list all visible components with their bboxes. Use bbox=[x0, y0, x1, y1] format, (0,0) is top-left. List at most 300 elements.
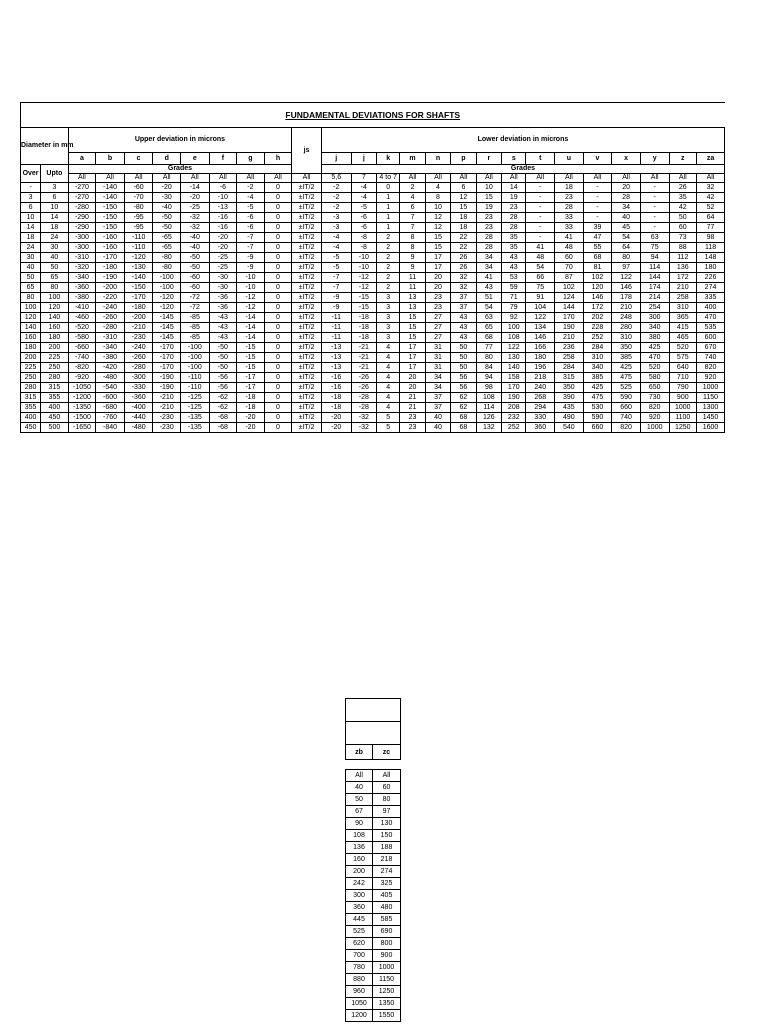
table-cell: 1 bbox=[377, 213, 400, 223]
table-cell: -14 bbox=[237, 333, 265, 343]
side-row bbox=[346, 1010, 401, 1022]
table-cell: 0 bbox=[377, 183, 400, 193]
table-cell: 66 bbox=[526, 273, 555, 283]
lower-letter: j bbox=[351, 153, 376, 165]
side-cell: 690 bbox=[373, 926, 401, 938]
table-cell: 146 bbox=[612, 283, 641, 293]
lower-letter: v bbox=[583, 153, 612, 165]
side-cell: 67 bbox=[346, 806, 373, 818]
table-cell: 284 bbox=[555, 363, 584, 373]
table-cell: -36 bbox=[209, 303, 237, 313]
table-cell: 820 bbox=[612, 423, 641, 433]
table-cell: -16 bbox=[321, 373, 351, 383]
lower-deviation-header: Lower deviation in microns bbox=[321, 128, 724, 153]
table-cell: -85 bbox=[180, 333, 209, 343]
table-cell: 108 bbox=[502, 333, 526, 343]
side-cell: 200 bbox=[346, 866, 373, 878]
table-cell: 50 bbox=[669, 213, 697, 223]
table-cell: ±IT/2 bbox=[292, 403, 322, 413]
table-cell: 3 bbox=[377, 313, 400, 323]
table-cell: 140 bbox=[21, 323, 41, 333]
table-cell: 4 bbox=[377, 403, 400, 413]
table-cell: -13 bbox=[321, 363, 351, 373]
table-cell: -9 bbox=[237, 263, 265, 273]
table-cell: 170 bbox=[502, 383, 526, 393]
table-cell: -20 bbox=[180, 193, 209, 203]
table-cell: -9 bbox=[237, 253, 265, 263]
table-cell: 88 bbox=[669, 243, 697, 253]
lower-grade: 7 bbox=[351, 174, 376, 183]
lower-letter: t bbox=[526, 153, 555, 165]
table-cell: 1000 bbox=[697, 383, 725, 393]
table-cell: -230 bbox=[124, 333, 153, 343]
table-cell: 27 bbox=[425, 323, 450, 333]
table-cell: -5 bbox=[321, 253, 351, 263]
table-cell: 53 bbox=[502, 273, 526, 283]
lower-letter: z bbox=[669, 153, 697, 165]
table-cell: ±IT/2 bbox=[292, 213, 322, 223]
table-row bbox=[21, 373, 725, 383]
table-cell: -7 bbox=[321, 273, 351, 283]
side-row bbox=[346, 830, 401, 842]
table-cell: 34 bbox=[476, 253, 501, 263]
lower-grade: All bbox=[425, 174, 450, 183]
table-cell: 315 bbox=[21, 393, 41, 403]
side-grade: All bbox=[346, 770, 373, 782]
table-cell: 535 bbox=[697, 323, 725, 333]
table-cell: -68 bbox=[209, 413, 237, 423]
table-cell: 34 bbox=[476, 263, 501, 273]
table-cell: 48 bbox=[526, 253, 555, 263]
table-cell: 2 bbox=[377, 253, 400, 263]
table-cell: 41 bbox=[526, 243, 555, 253]
table-cell: 2 bbox=[400, 183, 425, 193]
table-cell: 540 bbox=[555, 423, 584, 433]
table-cell: ±IT/2 bbox=[292, 293, 322, 303]
upper-letter: b bbox=[96, 153, 125, 165]
upper-letter: d bbox=[153, 153, 181, 165]
table-cell: 0 bbox=[264, 253, 292, 263]
table-cell: 43 bbox=[451, 323, 476, 333]
table-cell: 1300 bbox=[697, 403, 725, 413]
table-cell: 214 bbox=[640, 293, 669, 303]
table-cell: 190 bbox=[555, 323, 584, 333]
table-cell: -40 bbox=[153, 203, 181, 213]
table-cell: 144 bbox=[640, 273, 669, 283]
table-cell: -10 bbox=[237, 283, 265, 293]
table-cell: 7 bbox=[400, 223, 425, 233]
table-cell: 120 bbox=[41, 303, 69, 313]
table-cell: 160 bbox=[41, 323, 69, 333]
table-cell: 258 bbox=[555, 353, 584, 363]
table-cell: -1500 bbox=[68, 413, 96, 423]
table-cell: 0 bbox=[264, 423, 292, 433]
table-cell: 790 bbox=[669, 383, 697, 393]
table-cell: 80 bbox=[476, 353, 501, 363]
table-cell: 0 bbox=[264, 273, 292, 283]
table-cell: 62 bbox=[451, 393, 476, 403]
lower-letter: j bbox=[321, 153, 351, 165]
table-cell: ±IT/2 bbox=[292, 313, 322, 323]
upper-grade: All bbox=[264, 174, 292, 183]
table-cell: -25 bbox=[209, 253, 237, 263]
table-cell: 97 bbox=[612, 263, 641, 273]
table-cell: 13 bbox=[400, 303, 425, 313]
table-cell: 19 bbox=[476, 203, 501, 213]
table-cell: 40 bbox=[425, 413, 450, 423]
table-cell: -43 bbox=[209, 323, 237, 333]
table-cell: -125 bbox=[180, 403, 209, 413]
table-cell: -920 bbox=[68, 373, 96, 383]
side-row bbox=[346, 926, 401, 938]
table-cell: 20 bbox=[400, 373, 425, 383]
table-cell: 87 bbox=[555, 273, 584, 283]
table-cell: 0 bbox=[264, 383, 292, 393]
table-cell: 450 bbox=[41, 413, 69, 423]
side-cell: 218 bbox=[373, 854, 401, 866]
table-cell: -18 bbox=[351, 333, 376, 343]
table-cell: -340 bbox=[68, 273, 96, 283]
table-cell: 232 bbox=[502, 413, 526, 423]
table-cell: ±IT/2 bbox=[292, 373, 322, 383]
table-cell: -30 bbox=[209, 273, 237, 283]
table-cell: 8 bbox=[400, 233, 425, 243]
table-cell: - bbox=[526, 183, 555, 193]
table-cell: 140 bbox=[41, 313, 69, 323]
table-row bbox=[21, 293, 725, 303]
side-row bbox=[346, 986, 401, 998]
side-row bbox=[346, 890, 401, 902]
side-cell: 525 bbox=[346, 926, 373, 938]
table-cell: 218 bbox=[526, 373, 555, 383]
table-cell: - bbox=[583, 183, 612, 193]
table-cell: 9 bbox=[400, 263, 425, 273]
table-cell: -32 bbox=[180, 223, 209, 233]
table-cell: -480 bbox=[124, 423, 153, 433]
upper-letter: h bbox=[264, 153, 292, 165]
table-cell: 385 bbox=[612, 353, 641, 363]
table-cell: -680 bbox=[96, 403, 125, 413]
table-cell: ±IT/2 bbox=[292, 353, 322, 363]
table-cell: 20 bbox=[425, 283, 450, 293]
table-cell: - bbox=[640, 213, 669, 223]
table-cell: 0 bbox=[264, 293, 292, 303]
table-cell: 62 bbox=[451, 403, 476, 413]
lower-letter: u bbox=[555, 153, 584, 165]
table-cell: 4 bbox=[377, 343, 400, 353]
table-cell: -56 bbox=[209, 373, 237, 383]
table-cell: 670 bbox=[697, 343, 725, 353]
table-cell: 3 bbox=[377, 293, 400, 303]
lower-grade: All bbox=[669, 174, 697, 183]
table-cell: 40 bbox=[425, 423, 450, 433]
table-cell: 33 bbox=[555, 223, 584, 233]
lower-grade: All bbox=[476, 174, 501, 183]
table-cell: -520 bbox=[68, 323, 96, 333]
table-cell: 0 bbox=[264, 403, 292, 413]
table-cell: -240 bbox=[124, 343, 153, 353]
table-cell: -4 bbox=[237, 193, 265, 203]
table-cell: 56 bbox=[451, 383, 476, 393]
table-cell: 385 bbox=[583, 373, 612, 383]
side-cell: 60 bbox=[373, 782, 401, 794]
table-cell: 350 bbox=[612, 343, 641, 353]
table-cell: 20 bbox=[425, 273, 450, 283]
table-cell: 172 bbox=[669, 273, 697, 283]
table-cell: -11 bbox=[321, 323, 351, 333]
table-cell: 8 bbox=[400, 243, 425, 253]
table-cell: -280 bbox=[68, 203, 96, 213]
table-cell: ±IT/2 bbox=[292, 423, 322, 433]
table-cell: 17 bbox=[400, 353, 425, 363]
table-cell: ±IT/2 bbox=[292, 253, 322, 263]
table-cell: 258 bbox=[669, 293, 697, 303]
table-cell: -10 bbox=[237, 273, 265, 283]
table-cell: -60 bbox=[180, 283, 209, 293]
table-cell: 130 bbox=[502, 353, 526, 363]
upto-header: Upto bbox=[41, 165, 69, 183]
lower-letter: x bbox=[612, 153, 641, 165]
table-cell: 35 bbox=[502, 233, 526, 243]
table-cell: 37 bbox=[425, 393, 450, 403]
lower-letter: p bbox=[451, 153, 476, 165]
table-cell: ±IT/2 bbox=[292, 233, 322, 243]
table-cell: 3 bbox=[377, 333, 400, 343]
table-cell: 1100 bbox=[669, 413, 697, 423]
table-cell: 0 bbox=[264, 323, 292, 333]
table-cell: -410 bbox=[68, 303, 96, 313]
table-cell: 0 bbox=[264, 333, 292, 343]
table-cell: - bbox=[640, 193, 669, 203]
table-cell: -18 bbox=[237, 393, 265, 403]
table-cell: -50 bbox=[153, 213, 181, 223]
table-cell: 2 bbox=[377, 243, 400, 253]
table-cell: 9 bbox=[400, 253, 425, 263]
side-blank-cell bbox=[346, 699, 401, 722]
table-cell: -190 bbox=[96, 273, 125, 283]
table-cell: 6 bbox=[400, 203, 425, 213]
table-cell: 98 bbox=[697, 233, 725, 243]
table-cell: -20 bbox=[321, 413, 351, 423]
lower-grade: 4 to 7 bbox=[377, 174, 400, 183]
table-cell: ±IT/2 bbox=[292, 303, 322, 313]
table-cell: -145 bbox=[153, 323, 181, 333]
table-cell: -20 bbox=[321, 423, 351, 433]
table-cell: -28 bbox=[351, 393, 376, 403]
table-cell: -145 bbox=[153, 333, 181, 343]
table-cell: -4 bbox=[351, 193, 376, 203]
side-cell: 242 bbox=[346, 878, 373, 890]
table-cell: 40 bbox=[612, 213, 641, 223]
table-cell: 112 bbox=[669, 253, 697, 263]
table-cell: 23 bbox=[400, 423, 425, 433]
table-cell: -15 bbox=[351, 303, 376, 313]
table-cell: -300 bbox=[68, 233, 96, 243]
table-cell: 470 bbox=[697, 313, 725, 323]
side-row bbox=[346, 818, 401, 830]
side-cell: 620 bbox=[346, 938, 373, 950]
table-cell: -330 bbox=[124, 383, 153, 393]
table-cell: 15 bbox=[400, 313, 425, 323]
table-cell: ±IT/2 bbox=[292, 323, 322, 333]
table-cell: 108 bbox=[476, 393, 501, 403]
table-cell: 104 bbox=[526, 303, 555, 313]
table-cell: 68 bbox=[451, 413, 476, 423]
side-letter: zb bbox=[346, 745, 373, 760]
table-cell: 10 bbox=[41, 203, 69, 213]
table-cell: 52 bbox=[697, 203, 725, 213]
side-row bbox=[346, 974, 401, 986]
table-cell: ±IT/2 bbox=[292, 413, 322, 423]
table-cell: 54 bbox=[612, 233, 641, 243]
table-cell: 10 bbox=[425, 203, 450, 213]
table-cell: 15 bbox=[400, 323, 425, 333]
table-cell: 126 bbox=[476, 413, 501, 423]
table-cell: 17 bbox=[400, 343, 425, 353]
table-cell: 64 bbox=[697, 213, 725, 223]
table-cell: -260 bbox=[96, 313, 125, 323]
table-cell: 1000 bbox=[640, 423, 669, 433]
lower-letter: za bbox=[697, 153, 725, 165]
table-cell: 340 bbox=[583, 363, 612, 373]
lower-letter: m bbox=[400, 153, 425, 165]
table-cell: 63 bbox=[640, 233, 669, 243]
side-row bbox=[346, 794, 401, 806]
table-cell: 100 bbox=[502, 323, 526, 333]
table-cell: 196 bbox=[526, 363, 555, 373]
table-cell: 50 bbox=[451, 343, 476, 353]
table-cell: 380 bbox=[640, 333, 669, 343]
table-cell: 0 bbox=[264, 233, 292, 243]
table-cell: ±IT/2 bbox=[292, 183, 322, 193]
table-cell: 158 bbox=[502, 373, 526, 383]
table-cell: -170 bbox=[153, 343, 181, 353]
table-cell: -65 bbox=[153, 233, 181, 243]
table-cell: 315 bbox=[41, 383, 69, 393]
table-cell: 315 bbox=[555, 373, 584, 383]
table-cell: 28 bbox=[476, 243, 501, 253]
table-cell: -9 bbox=[321, 293, 351, 303]
table-cell: -10 bbox=[209, 193, 237, 203]
table-cell: -840 bbox=[96, 423, 125, 433]
table-cell: -14 bbox=[180, 183, 209, 193]
table-cell: -15 bbox=[351, 293, 376, 303]
table-cell: -6 bbox=[237, 213, 265, 223]
table-cell: -15 bbox=[237, 353, 265, 363]
side-row bbox=[346, 902, 401, 914]
table-cell: 23 bbox=[476, 213, 501, 223]
table-cell: 122 bbox=[612, 273, 641, 283]
table-cell: 8 bbox=[425, 193, 450, 203]
table-cell: 65 bbox=[41, 273, 69, 283]
table-cell: 0 bbox=[264, 393, 292, 403]
table-cell: 60 bbox=[669, 223, 697, 233]
table-cell: 146 bbox=[583, 293, 612, 303]
table-cell: 98 bbox=[476, 383, 501, 393]
table-cell: -600 bbox=[96, 393, 125, 403]
table-cell: -43 bbox=[209, 333, 237, 343]
side-letter: zc bbox=[373, 745, 401, 760]
table-cell: 208 bbox=[502, 403, 526, 413]
table-row bbox=[21, 203, 725, 213]
table-cell: 590 bbox=[612, 393, 641, 403]
table-cell: -180 bbox=[96, 263, 125, 273]
table-cell: 43 bbox=[502, 253, 526, 263]
table-cell: -1350 bbox=[68, 403, 96, 413]
table-cell: 520 bbox=[640, 363, 669, 373]
table-cell: 11 bbox=[400, 283, 425, 293]
table-cell: -1050 bbox=[68, 383, 96, 393]
table-cell: 34 bbox=[425, 373, 450, 383]
table-cell: 31 bbox=[425, 353, 450, 363]
table-cell: 280 bbox=[21, 383, 41, 393]
lower-letter: y bbox=[640, 153, 669, 165]
lower-grade: All bbox=[583, 174, 612, 183]
table-cell: 41 bbox=[555, 233, 584, 243]
table-cell: -135 bbox=[180, 413, 209, 423]
table-row bbox=[21, 423, 725, 433]
table-cell: 35 bbox=[669, 193, 697, 203]
side-cell: 300 bbox=[346, 890, 373, 902]
table-cell: -11 bbox=[321, 313, 351, 323]
table-cell: -20 bbox=[237, 413, 265, 423]
table-cell: -62 bbox=[209, 393, 237, 403]
table-cell: -50 bbox=[209, 363, 237, 373]
table-cell: 79 bbox=[502, 303, 526, 313]
table-cell: 34 bbox=[612, 203, 641, 213]
side-spacer bbox=[346, 760, 373, 770]
table-cell: 660 bbox=[612, 403, 641, 413]
table-cell: 20 bbox=[612, 183, 641, 193]
side-cell: 405 bbox=[373, 890, 401, 902]
side-cell: 1200 bbox=[346, 1010, 373, 1022]
table-cell: 225 bbox=[21, 363, 41, 373]
table-cell: -6 bbox=[209, 183, 237, 193]
upper-deviation-header: Upper deviation in microns bbox=[68, 128, 292, 153]
table-cell: 590 bbox=[583, 413, 612, 423]
diameter-header: Diameter in mm bbox=[21, 128, 69, 165]
table-cell: -440 bbox=[124, 413, 153, 423]
table-cell: 27 bbox=[425, 333, 450, 343]
table-cell: -150 bbox=[96, 213, 125, 223]
table-cell: 43 bbox=[476, 283, 501, 293]
table-cell: -140 bbox=[96, 183, 125, 193]
table-cell: 470 bbox=[640, 353, 669, 363]
table-cell: -50 bbox=[153, 223, 181, 233]
side-blank-cell bbox=[346, 722, 401, 745]
side-row bbox=[346, 962, 401, 974]
table-cell: -5 bbox=[321, 263, 351, 273]
table-cell: 180 bbox=[21, 343, 41, 353]
table-cell: 47 bbox=[583, 233, 612, 243]
table-cell: -4 bbox=[321, 233, 351, 243]
table-cell: 42 bbox=[697, 193, 725, 203]
table-cell: -110 bbox=[124, 243, 153, 253]
table-cell: 280 bbox=[41, 373, 69, 383]
table-cell: -300 bbox=[68, 243, 96, 253]
table-cell: -7 bbox=[237, 243, 265, 253]
table-cell: -7 bbox=[321, 283, 351, 293]
table-cell: -460 bbox=[68, 313, 96, 323]
table-cell: 2 bbox=[377, 273, 400, 283]
side-cell: 188 bbox=[373, 842, 401, 854]
table-cell: 56 bbox=[451, 373, 476, 383]
table-cell: 54 bbox=[476, 303, 501, 313]
table-cell: 23 bbox=[555, 193, 584, 203]
table-cell: 32 bbox=[451, 273, 476, 283]
table-cell: 12 bbox=[451, 193, 476, 203]
table-cell: 425 bbox=[583, 383, 612, 393]
